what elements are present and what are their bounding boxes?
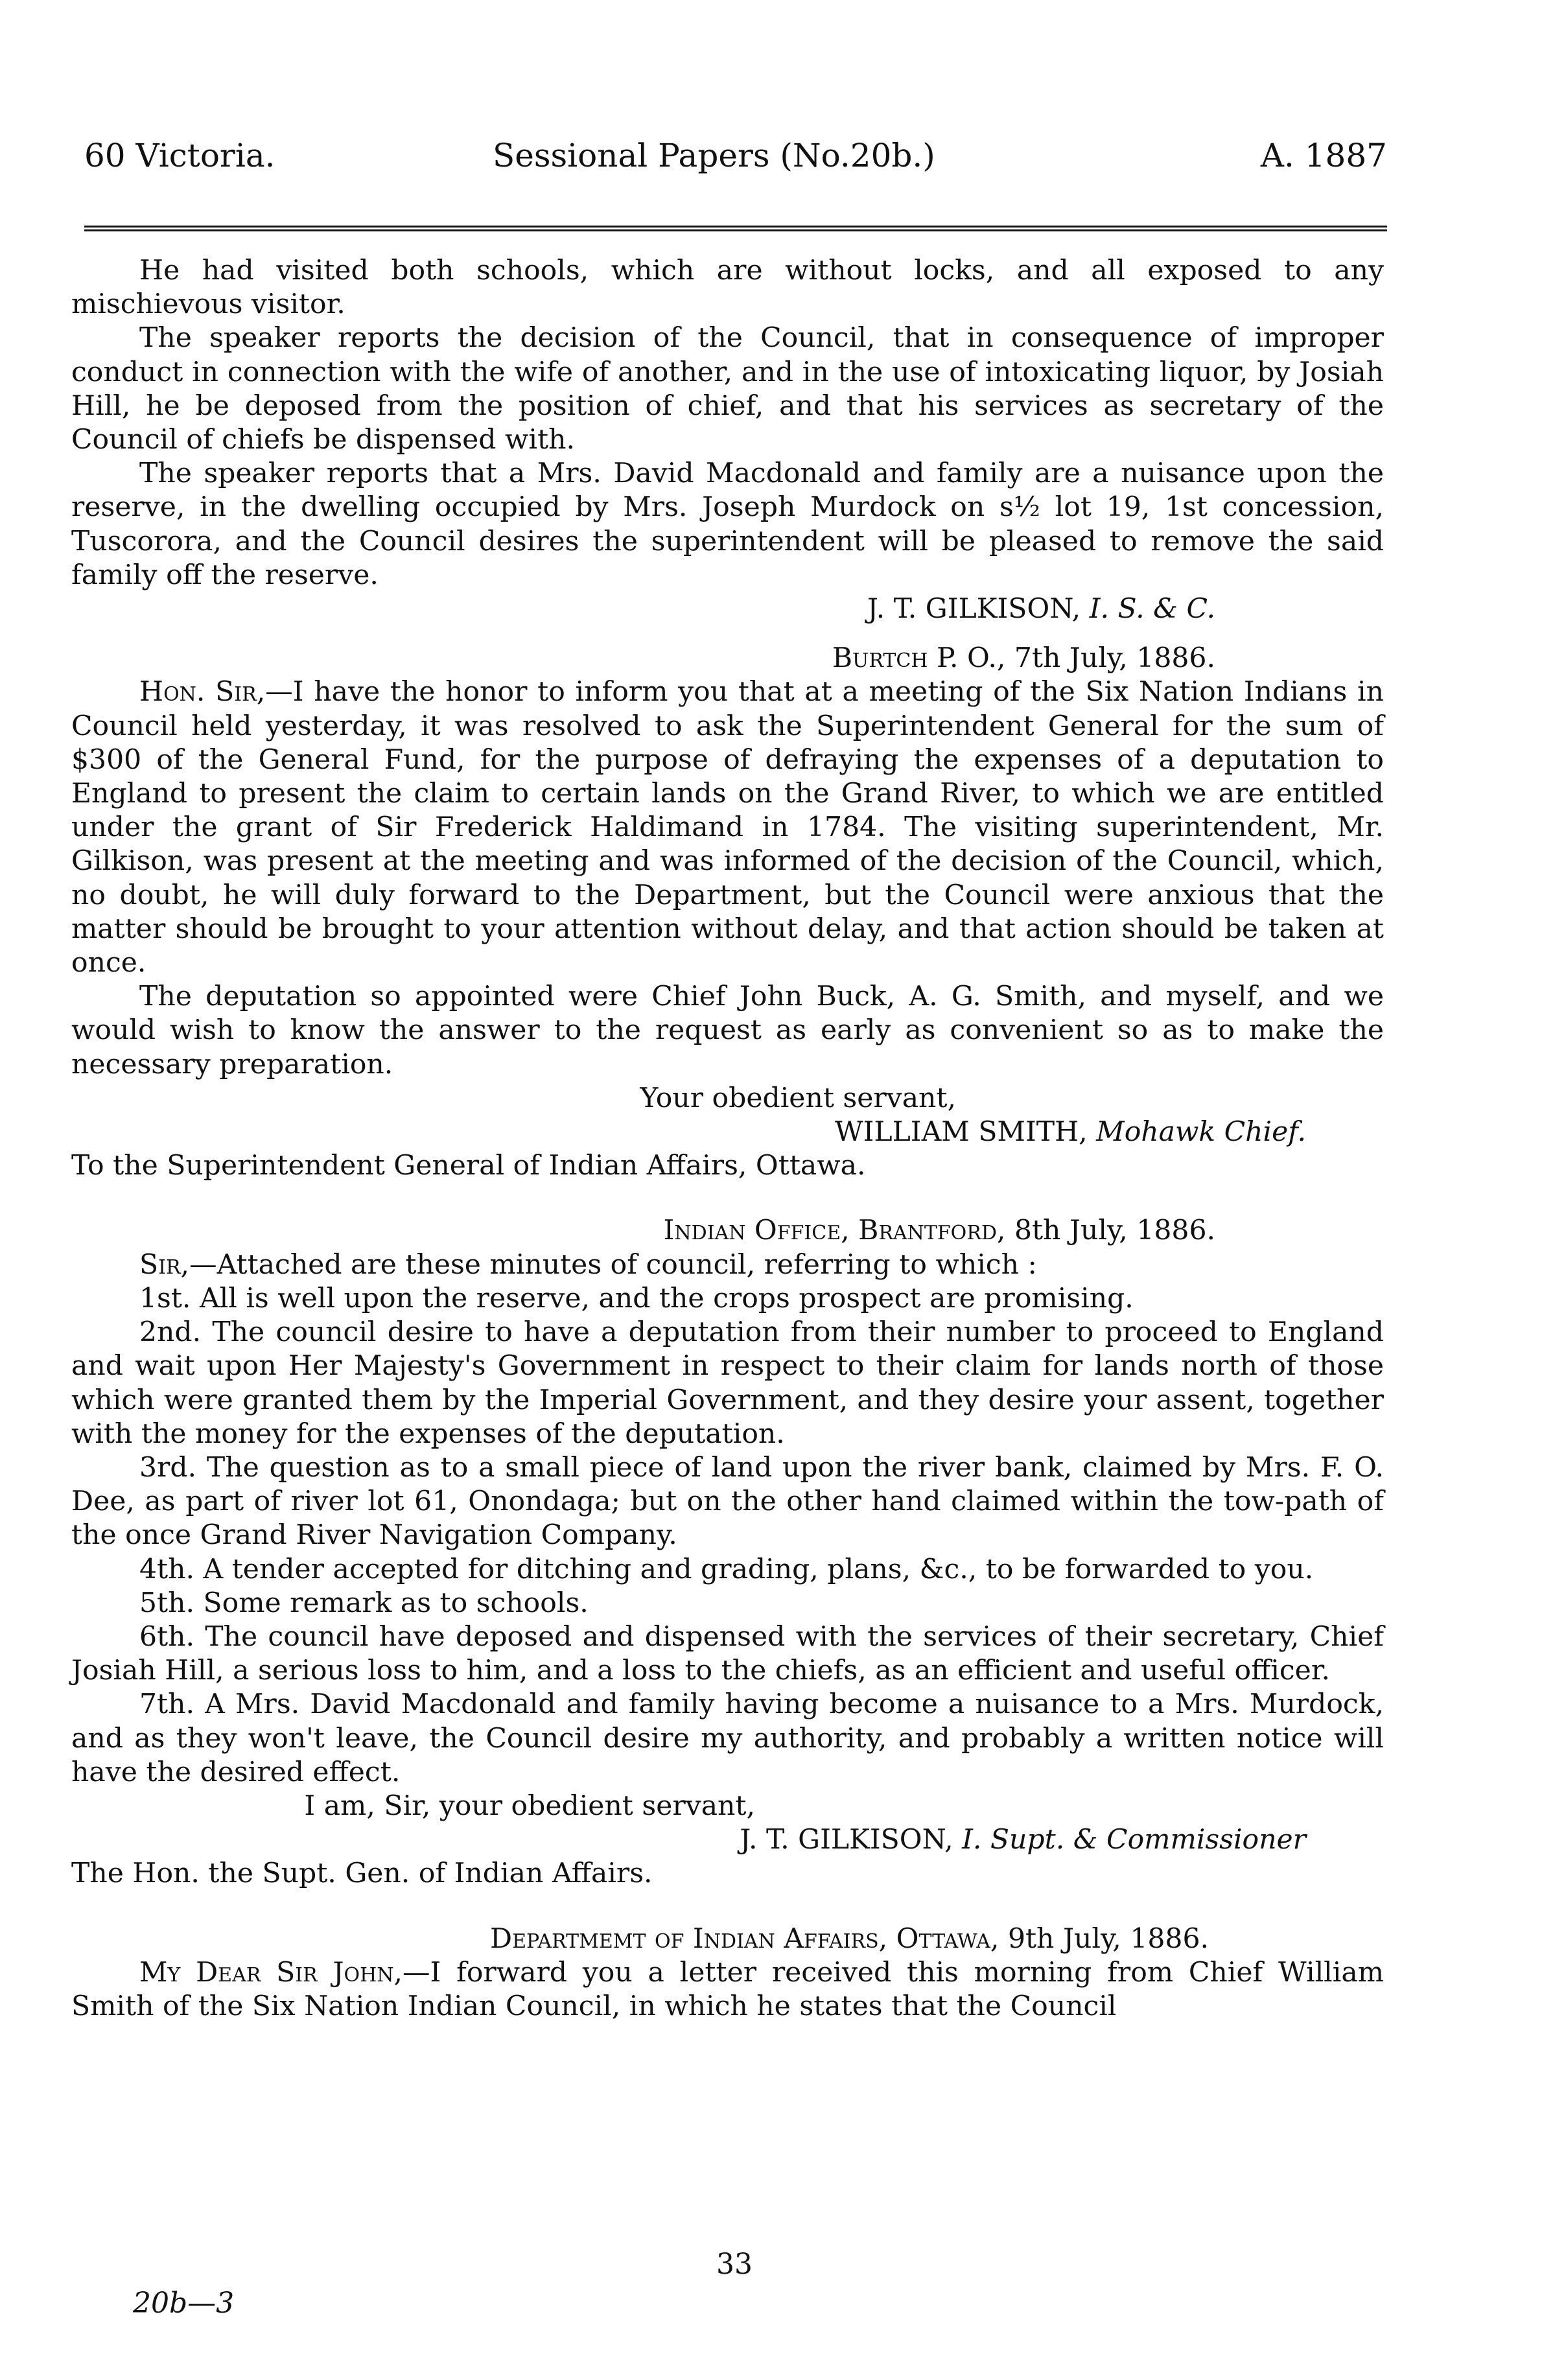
- letter-smith-opening: [71, 675, 1384, 980]
- salutation: Hon. Sir,: [139, 676, 266, 708]
- minute-item: 4th. A tender accepted for ditching and grading, plans, &c., to be forwarded to you.: [139, 1553, 1314, 1585]
- signature-title: I. Supt. & Commissioner: [962, 1824, 1306, 1856]
- salutation: My Dear Sir John,: [139, 1956, 403, 1989]
- paragraph-text: —I have the honor to inform you that at a meeting of the Six Nation Indians in Council held yesterday, it was resolved to ask the Superintendent General for the sum of $300 of the General Fund, for the purpose of defraying the expenses of a deputation to England to present the claim to certain lands on the Grand River, to which we are entitled under the grant of Sir Frederick Haldimand in 1784. The visiting superintendent, Mr. Gilkison, was present at the meeting and was informed of the decision of the Council, which, no doubt, he will duly forward to the Department, but the Council were anxious that the matter should be brought to your attention without delay, and that action should be taken at once.: [71, 676, 1384, 979]
- sheet-signature-mark: 20b—3: [133, 2287, 235, 2320]
- running-header: [84, 133, 1387, 178]
- header-rule: [84, 226, 1387, 231]
- signature-title: Mohawk Chief.: [1096, 1116, 1306, 1149]
- minute-item: 3rd. The question as to a small piece of land upon the river bank, claimed by Mrs. F. O. Dee, as part of river lot 61, Onondaga; but on the other hand claimed within the tow-path of the once Grand River Navigation Company.: [71, 1451, 1384, 1552]
- closing: Your obedient servant,: [640, 1082, 956, 1114]
- paragraph: He had visited both schools, which are without locks, and all exposed to any mischievous visitor.: [71, 255, 1384, 321]
- closing: I am, Sir, your obedient servant,: [304, 1790, 755, 1822]
- body-text: [71, 254, 1384, 2024]
- minute-item: 5th. Some remark as to schools.: [139, 1587, 589, 1619]
- dateline-place: Burtch: [832, 642, 928, 675]
- dateline-date: 9th July, 1886.: [1007, 1922, 1209, 1955]
- addressee: To the Superintendent General of Indian Affairs, Ottawa.: [71, 1150, 866, 1182]
- signature-gilkison-2: [71, 1823, 1384, 1857]
- header-year: A. 1887: [1260, 137, 1387, 174]
- dateline-burtch: [71, 642, 1384, 675]
- minute-item: 6th. The council have deposed and dispensed with the services of their secretary, Chief Josiah Hill, a serious loss to him, and a loss to the chiefs, as an efficient and useful officer.: [71, 1620, 1384, 1687]
- signature-name: J. T. GILKISON,: [740, 1824, 953, 1856]
- minute-item: 1st. All is well upon the reserve, and the crops prospect are promising.: [139, 1282, 1134, 1314]
- page-number: 33: [716, 2248, 753, 2281]
- letter-department-opening: [71, 1956, 1384, 2024]
- paragraph: The speaker reports the decision of the Council, that in consequence of improper conduct in connection with the wife of another, and in the use of intoxicating liquor, by Josiah Hill, he be deposed from the position of chief, and that his services as secretary of the Council of chiefs be dispensed with.: [71, 322, 1384, 456]
- header-series: Sessional Papers (No.20b.): [493, 137, 935, 174]
- dateline-place: Indian Office, Brantford,: [663, 1215, 1006, 1247]
- dateline-ottawa: [71, 1922, 1384, 1956]
- letter-gilkison-opening: [71, 1248, 1384, 1282]
- paragraph: The speaker reports that a Mrs. David Macdonald and family are a nuisance upon the reserve, in the dwelling occupied by Mrs. Joseph Murdock on s½ lot 19, 1st concession, Tuscorora, and the Council desires the superintendent will be pleased to remove the said family off the reserve.: [71, 458, 1384, 591]
- signature-gilkison: [71, 592, 1384, 626]
- dateline-date: P. O., 7th July, 1886.: [937, 642, 1215, 675]
- signature-smith: [71, 1115, 1384, 1149]
- addressee: The Hon. the Supt. Gen. of Indian Affairs.: [71, 1858, 653, 1890]
- dateline-place: Departmemt of Indian Affairs, Ottawa,: [490, 1922, 999, 1955]
- minute-item: 2nd. The council desire to have a deputation from their number to proceed to England and wait upon Her Majesty's Government in respect to their claim for lands north of those which were granted them by the Imperial Government, and they desire your assent, together with the money for the expenses of the deputation.: [71, 1316, 1384, 1450]
- signature-title: I. S. & C.: [1089, 593, 1215, 625]
- header-volume: 60 Victoria.: [84, 137, 275, 174]
- signature-name: J. T. GILKISON,: [867, 593, 1081, 625]
- spacer: [71, 1891, 1384, 1922]
- salutation: Sir,: [139, 1248, 190, 1281]
- paragraph-text: —I forward you a letter received this morning from Chief William Smith of the Six Nation Indian Council, in which he states that the Council: [71, 1956, 1384, 2022]
- signature-name: WILLIAM SMITH,: [834, 1116, 1088, 1149]
- dateline-brantford: [71, 1214, 1384, 1248]
- spacer: [71, 1183, 1384, 1214]
- minute-item: 7th. A Mrs. David Macdonald and family having become a nuisance to a Mrs. Murdock, and as they won't leave, the Council desire my authority, and probably a written notice will have the desired effect.: [71, 1688, 1384, 1788]
- paragraph: The deputation so appointed were Chief John Buck, A. G. Smith, and myself, and we would wish to know the answer to the request as early as convenient so as to make the necessary preparation.: [71, 981, 1384, 1080]
- paragraph-text: —Attached are these minutes of council, referring to which :: [189, 1248, 1037, 1281]
- spacer: [71, 626, 1384, 642]
- dateline-date: 8th July, 1886.: [1014, 1215, 1215, 1247]
